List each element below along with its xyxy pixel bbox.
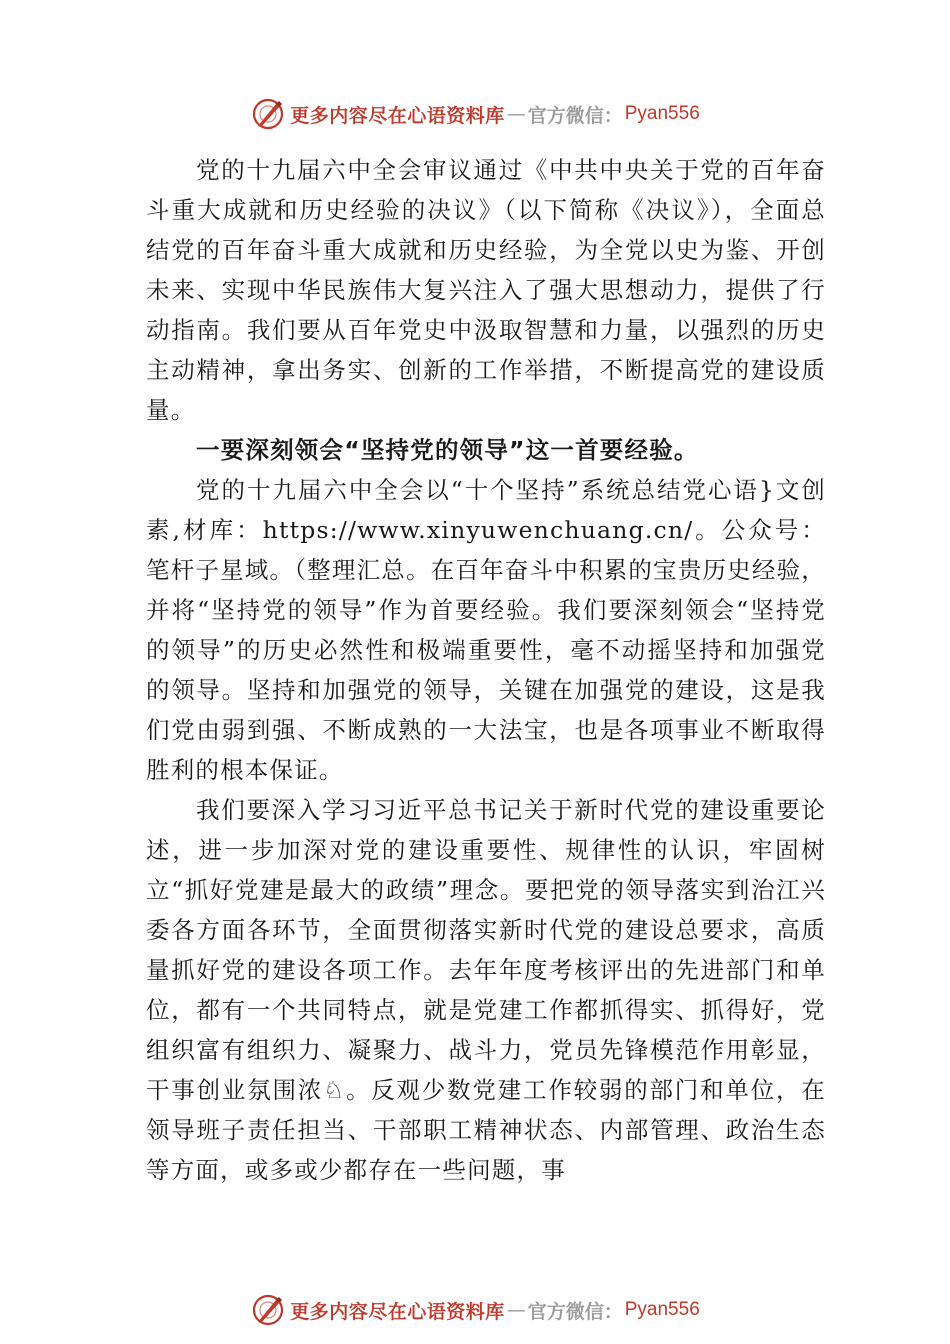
brand-text: 更多内容尽在心语资料库 <box>290 1300 505 1323</box>
banner-dash: — <box>506 1299 526 1321</box>
section-heading: 一要深刻领会“坚持党的领导”这一首要经验。 <box>196 436 699 464</box>
brand-text: 更多内容尽在心语资料库 <box>290 104 505 127</box>
footer-banner <box>0 1290 950 1330</box>
wechat-id: Pyan556 <box>624 103 700 124</box>
document-body <box>146 150 826 1190</box>
paragraph-intro: 党的十九届六中全会审议通过《中共中央关于党的百年奋斗重大成就和历史经验的决议》（以下简称《决议》），全面总结党的百年奋斗重大成就和历史经验，为全党以史为鉴、开创未来、实现中华民族伟大复兴注入了强大思想动力，提供了行动指南。我们要从百年党史中汲取智慧和力量，以强烈的历史主动精神，拿出务实、创新的工作举措，不断提高党的建设质量。 <box>146 156 826 424</box>
wechat-id: Pyan556 <box>624 1299 700 1320</box>
wechat-label: 官方微信： <box>527 104 623 127</box>
banner-dash: — <box>506 103 526 125</box>
paragraph-party-building: 我们要深入学习习近平总书记关于新时代党的建设重要论述，进一步加深对党的建设重要性、规律性的认识，牢固树立“抓好党建是最大的政绩”理念。要把党的领导落实到治江兴委各方面各环节，全面贯彻落实新时代党的建设总要求，高质量抓好党的建设各项工作。去年年度考核评出的先进部门和单位，都有一个共同特点，就是党建工作都抓得实、抓得好，党组织富有组织力、凝聚力、战斗力，党员先锋模范作用彰显，干事创业氛围浓♘。反观少数党建工作较弱的部门和单位，在领导班子责任担当、干部职工精神状态、内部管理、政治生态等方面，或多或少都存在一些问题，事 <box>146 796 826 1184</box>
wechat-label: 官方微信： <box>527 1300 623 1323</box>
pen-circle-icon <box>250 1292 286 1328</box>
header-banner <box>0 94 950 134</box>
paragraph-leadership: 党的十九届六中全会以“十个坚持”系统总结党心语}文创素,材库：https://www.xinyuwenchuang.cn/。公众号：笔杆子星域。（整理汇总。在百年奋斗中积累的宝贵历史经验，并将“坚持党的领导”作为首要经验。我们要深刻领会“坚持党的领导”的历史必然性和极端重要性，毫不动摇坚持和加强党的领导。坚持和加强党的领导，关键在加强党的建设，这是我们党由弱到强、不断成熟的一大法宝，也是各项事业不断取得胜利的根本保证。 <box>146 476 826 784</box>
pen-circle-icon <box>250 96 286 132</box>
